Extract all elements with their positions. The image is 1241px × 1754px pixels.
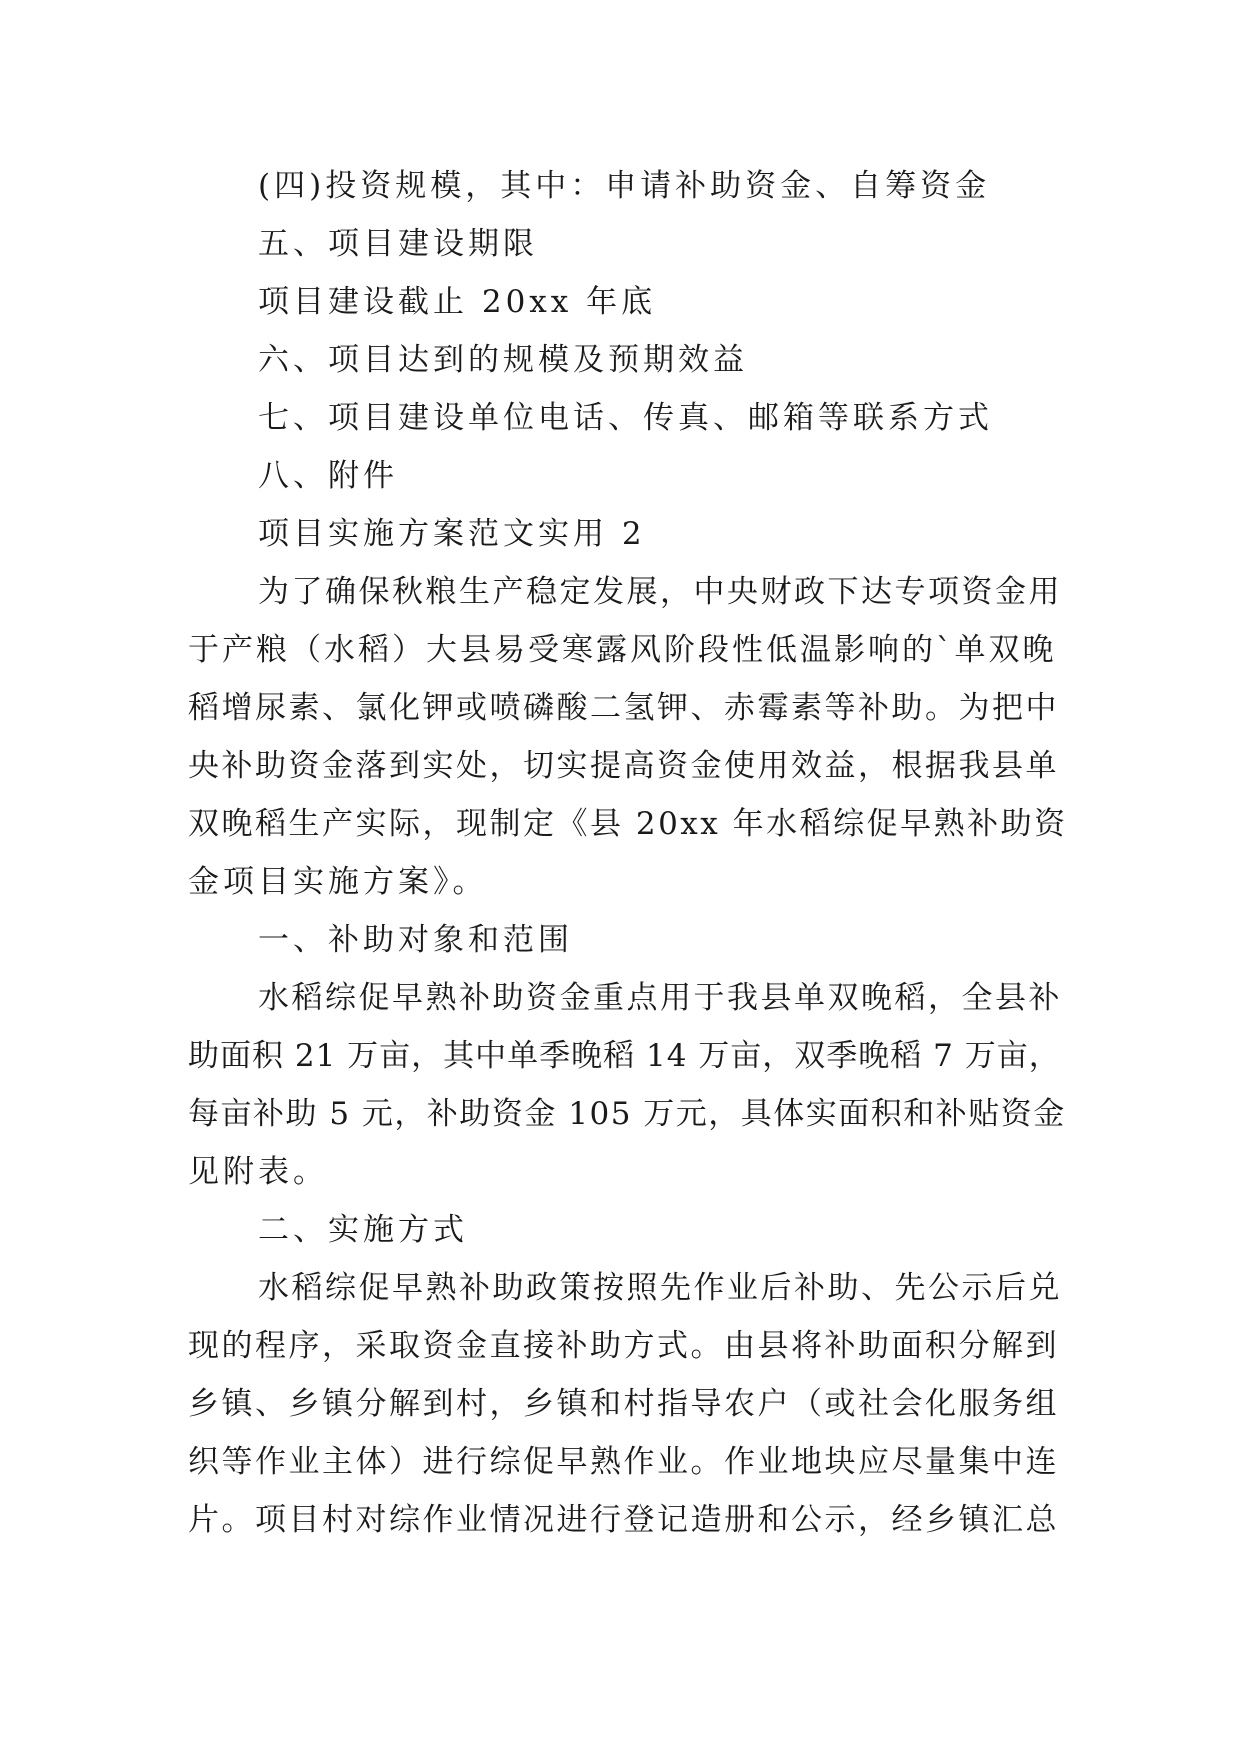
text-line: 片。项目村对综作业情况进行登记造册和公示，经乡镇汇总 xyxy=(188,1502,1059,1538)
text-line: (四)投资规模，其中：申请补助资金、自筹资金 xyxy=(258,168,991,204)
text-line: 于产粮（水稻）大县易受寒露风阶段性低温影响的`单双晚 xyxy=(188,632,1057,668)
text-line: 每亩补助 5 元，补助资金 105 万元，具体实面积和补贴资金 xyxy=(188,1096,1066,1132)
text-line: 水稻综促早熟补助政策按照先作业后补助、先公示后兑 xyxy=(258,1270,1062,1306)
text-line: 金项目实施方案》。 xyxy=(188,864,488,900)
text-line: 织等作业主体）进行综促早熟作业。作业地块应尽量集中连 xyxy=(188,1444,1059,1480)
text-line: 乡镇、乡镇分解到村，乡镇和村指导农户（或社会化服务组 xyxy=(188,1386,1059,1422)
text-line: 现的程序，采取资金直接补助方式。由县将补助面积分解到 xyxy=(188,1328,1059,1364)
text-line: 一、补助对象和范围 xyxy=(258,922,573,958)
text-line: 稻增尿素、氯化钾或喷磷酸二氢钾、赤霉素等补助。为把中 xyxy=(188,690,1059,726)
text-line: 六、项目达到的规模及预期效益 xyxy=(258,342,748,378)
text-line: 项目实施方案范文实用 2 xyxy=(258,516,646,552)
text-line: 为了确保秋粮生产稳定发展，中央财政下达专项资金用 xyxy=(258,574,1062,610)
text-line: 央补助资金落到实处，切实提高资金使用效益，根据我县单 xyxy=(188,748,1059,784)
text-line: 五、项目建设期限 xyxy=(258,226,538,262)
text-line: 七、项目建设单位电话、传真、邮箱等联系方式 xyxy=(258,400,993,436)
text-line: 二、实施方式 xyxy=(258,1212,468,1248)
text-line: 八、附件 xyxy=(258,458,398,494)
text-line: 水稻综促早熟补助资金重点用于我县单双晚稻，全县补 xyxy=(258,980,1062,1016)
text-line: 助面积 21 万亩，其中单季晚稻 14 万亩，双季晚稻 7 万亩， xyxy=(188,1038,1061,1074)
text-line: 见附表。 xyxy=(188,1154,328,1190)
document-body xyxy=(188,157,1068,1549)
text-line: 项目建设截止 20xx 年底 xyxy=(258,284,657,320)
text-line: 双晚稻生产实际，现制定《县 20xx 年水稻综促早熟补助资 xyxy=(188,806,1068,842)
